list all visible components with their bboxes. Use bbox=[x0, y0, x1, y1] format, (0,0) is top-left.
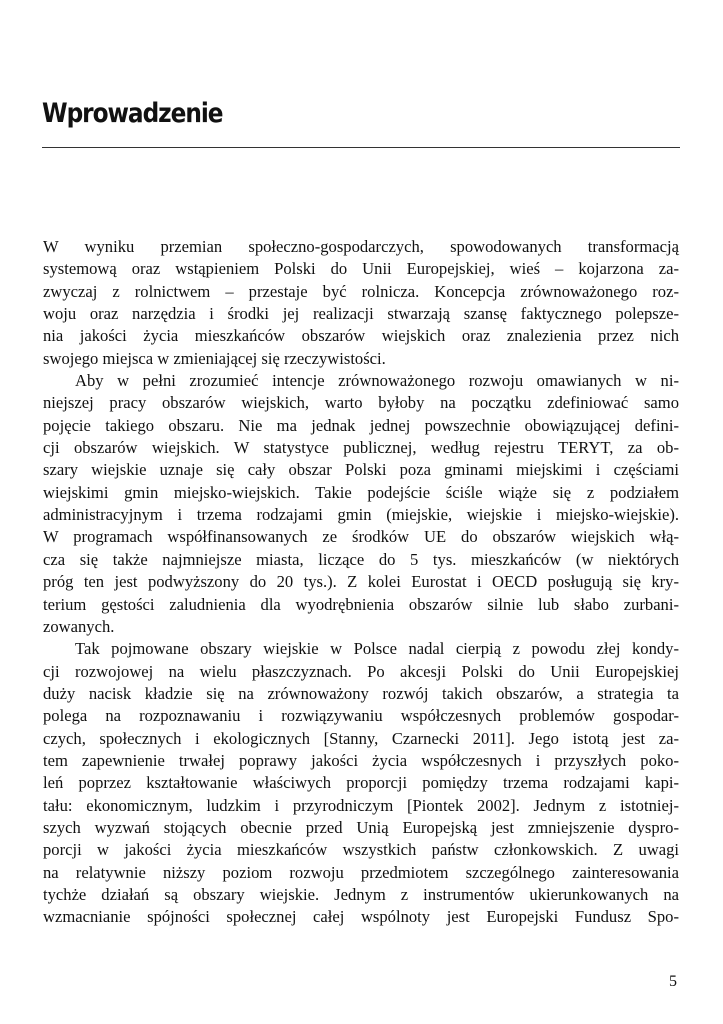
text-line: terium gęstości zaludnienia dla wyodrębnienia obszarów silnie lub słabo zurbani- bbox=[43, 594, 679, 614]
title-divider bbox=[42, 147, 680, 148]
text-line: wzmacnianie spójności społecznej całej wspólnoty jest Europejski Fundusz Spo- bbox=[43, 907, 679, 927]
paragraph-1 bbox=[43, 236, 679, 370]
text-line: woju oraz narzędzia i środki jej realizacji stwarzają szansę faktycznego polepsze- bbox=[43, 304, 679, 324]
text-line: nia jakości życia mieszkańców obszarów wiejskich oraz znalezienia przez nich bbox=[43, 326, 679, 346]
text-line: W wyniku przemian społeczno-gospodarczych, spowodowanych transformacją bbox=[43, 237, 679, 256]
text-line: tem zapewnienie trwałej poprawy jakości życia współczesnych i przyszłych poko- bbox=[43, 750, 679, 770]
text-line: swojego miejsca w zmieniającej się rzeczywistości. bbox=[43, 348, 386, 368]
text-line: polega na rozpoznawaniu i rozwiązywaniu współczesnych problemów gospodar- bbox=[43, 706, 679, 726]
text-line: szary wiejskie uznaje się cały obszar Polski poza gminami miejskimi i częściami bbox=[43, 460, 679, 480]
chapter-title: Wprowadzenie bbox=[42, 98, 223, 129]
text-line: tychże działań są obszary wiejskie. Jednym z instrumentów ukierunkowanych na bbox=[43, 884, 679, 904]
text-line: czych, społecznych i ekologicznych [Stanny, Czarnecki 2011]. Jego istotą jest za- bbox=[43, 728, 679, 748]
text-line: niejszej pracy obszarów wiejskich, warto byłoby na początku zdefiniować samo bbox=[43, 393, 679, 413]
page-number: 5 bbox=[669, 973, 677, 990]
text-line: szych wyzwań stojących obecnie przed Unią Europejską jest zmniejszenie dyspro- bbox=[43, 817, 679, 837]
text-line: systemową oraz wstąpieniem Polski do Unii Europejskiej, wieś – kojarzona za- bbox=[43, 259, 679, 279]
text-line: cza się także najmniejsze miasta, liczące do 5 tys. mieszkańców (w niektórych bbox=[43, 549, 679, 569]
text-line: Tak pojmowane obszary wiejskie w Polsce nadal cierpią z powodu złej kondy- bbox=[75, 639, 679, 659]
paragraph-2 bbox=[43, 370, 679, 638]
text-line: na relatywnie niższy poziom rozwoju przedmiotem szczególnego zainteresowania bbox=[43, 862, 679, 882]
text-line: cji obszarów wiejskich. W statystyce publicznej, według rejestru TERYT, za ob- bbox=[43, 438, 679, 458]
paragraph-3 bbox=[43, 638, 679, 928]
body-text bbox=[43, 236, 679, 929]
text-line: pojęcie takiego obszaru. Nie ma jednak jednej powszechnie obowiązującej defini- bbox=[43, 415, 679, 435]
text-line: porcji w jakości życia mieszkańców wszystkich państw członkowskich. Z uwagi bbox=[43, 840, 679, 860]
text-line: administracyjnym i trzema rodzajami gmin (miejskie, wiejskie i miejsko-wiejskie). bbox=[43, 505, 679, 525]
text-line: Aby w pełni zrozumieć intencje zrównoważonego rozwoju omawianych w ni- bbox=[75, 371, 679, 391]
text-line: tału: ekonomicznym, ludzkim i przyrodniczym [Piontek 2002]. Jednym z istotniej- bbox=[43, 795, 679, 815]
text-line: zwyczaj z rolnictwem – przestaje być rolnicza. Koncepcja zrównoważonego roz- bbox=[43, 281, 679, 301]
text-line: leń poprzez kształtowanie właściwych proporcji pomiędzy trzema rodzajami kapi- bbox=[43, 773, 679, 793]
text-line: W programach współfinansowanych ze środków UE do obszarów wiejskich włą- bbox=[43, 527, 679, 547]
text-line: duży nacisk kładzie się na zrównoważony rozwój takich obszarów, a strategia ta bbox=[43, 683, 679, 703]
text-line: cji rozwojowej na wielu płaszczyznach. Po akcesji Polski do Unii Europejskiej bbox=[43, 661, 679, 681]
text-line: próg ten jest podwyższony do 20 tys.). Z kolei Eurostat i OECD posługują się kry- bbox=[43, 572, 679, 592]
text-line: wiejskimi gmin miejsko-wiejskich. Takie podejście ściśle wiąże się z podziałem bbox=[43, 482, 679, 502]
text-line: zowanych. bbox=[43, 616, 115, 636]
